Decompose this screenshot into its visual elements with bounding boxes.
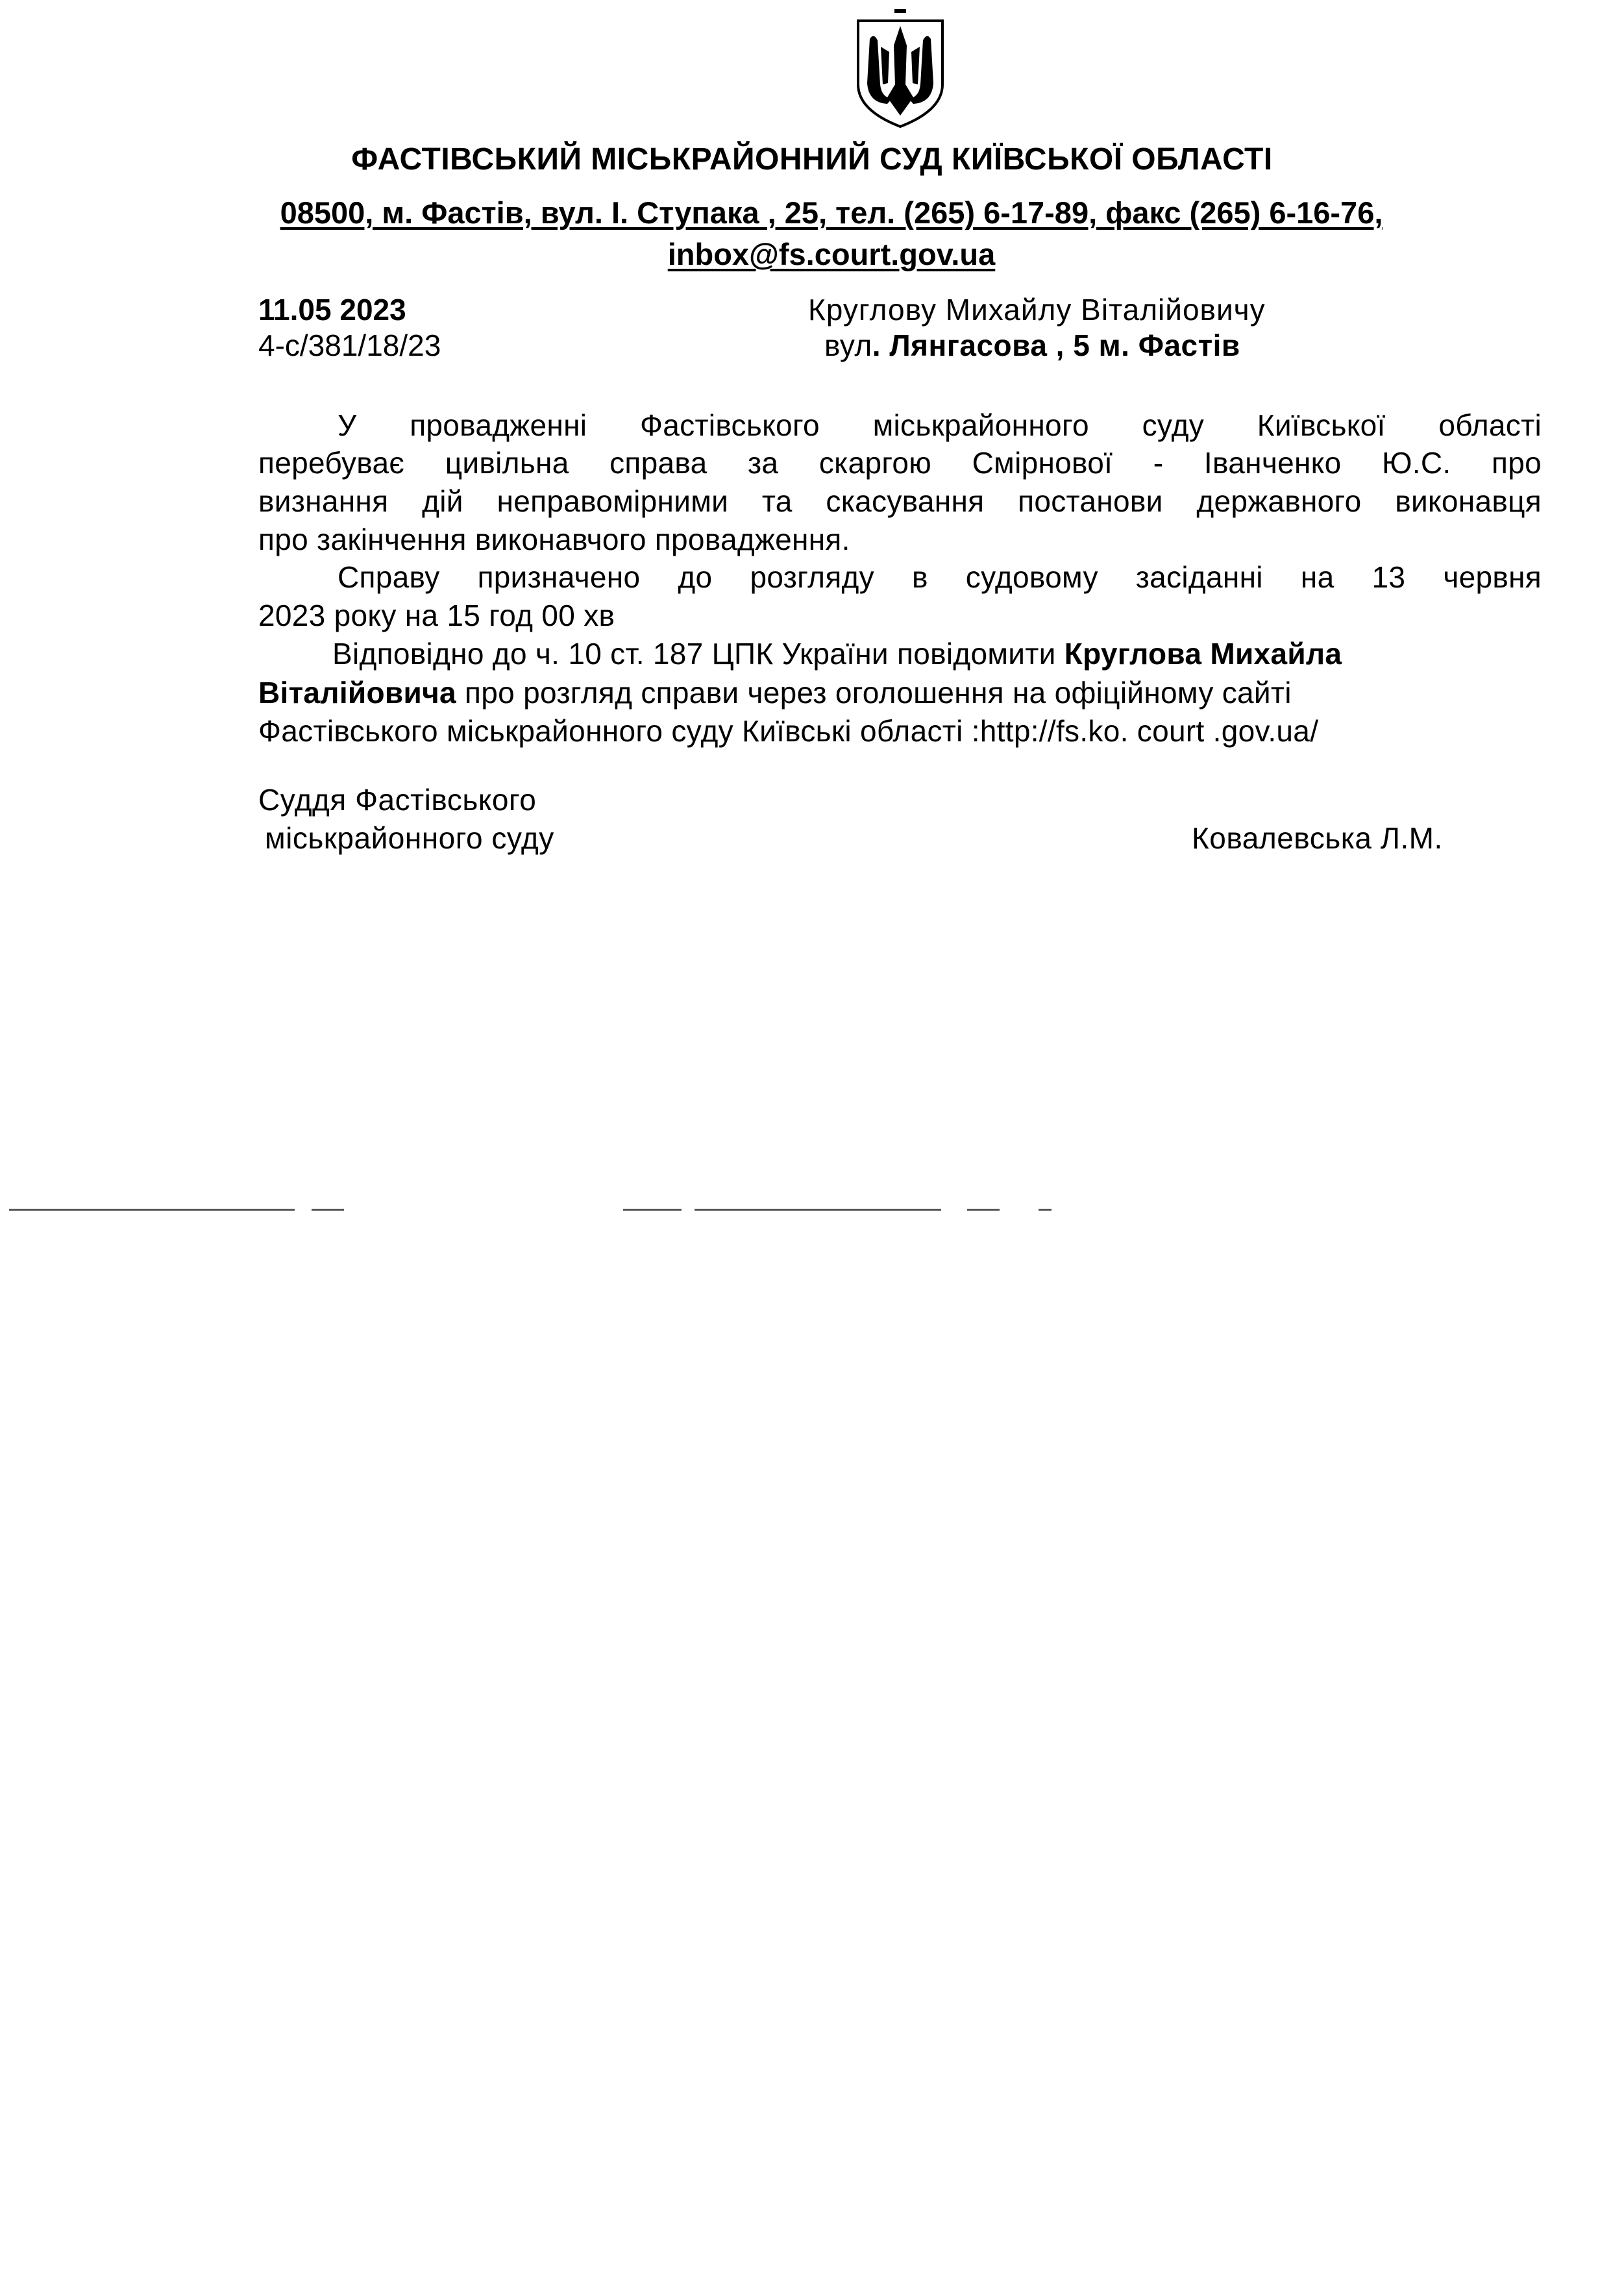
body-line: визнання дій неправомірними та скасування постанови державного виконавця [258,484,1542,518]
scan-artifact-line [695,1209,941,1211]
recipient-patronymic-bold: Віталійовича [258,676,456,710]
court-name-heading: ФАСТІВСЬКИЙ МІСЬКРАЙОННИЙ СУД КИЇВСЬКОЇ ОБЛАСТІ [351,142,1273,177]
coat-of-arms-icon [852,6,949,130]
recipient-name-bold: Круглова Михайла [1064,637,1342,671]
body-line: перебуває цивільна справа за скаргою Смірнової - Іванченко Ю.С. про [258,446,1542,480]
scan-artifact-line [623,1209,682,1211]
scan-artifact-line [312,1209,344,1211]
recipient-address [824,328,1240,363]
signature-title: міськрайонного суду [265,821,554,855]
document-number: 4-с/381/18/23 [258,328,441,362]
body-line: 2023 року на 15 год 00 хв [258,599,615,632]
body-line: Справу призначено до розгляду в судовому засіданні на 13 червня [338,560,1542,594]
body-text: Відповідно до ч. 10 ст. 187 ЦПК України повідомити [332,637,1064,671]
scan-artifact-line [1039,1209,1052,1211]
scan-artifact-line [967,1209,1000,1211]
recipient-street-prefix: вул [824,328,872,362]
body-line: У провадженні Фастівського міськрайонного суду Київської області [338,408,1542,442]
recipient-street: . Лянгасова , 5 м. Фастів [872,328,1240,362]
body-line: про закінчення виконавчого провадження. [258,523,850,556]
body-text: про розгляд справи через оголошення на офіційному сайті [456,676,1292,710]
document-date: 11.05 2023 [258,293,406,327]
body-line: Фастівського міськрайонного суду Київські області :http://fs.ko. court .gov.ua/ [258,714,1319,748]
signature-title: Суддя Фастівського [258,783,537,817]
recipient-name: Круглову Михайлу Віталійовичу [808,293,1266,327]
judge-name: Ковалевська Л.М. [1192,821,1443,855]
body-line [332,636,1501,671]
scan-artifact-line [9,1209,295,1211]
court-address: 08500, м. Фастів, вул. І. Ступака , 25, тел. (265) 6-17-89, факс (265) 6-16-76, [280,195,1383,230]
court-email: inbox@fs.court.gov.ua [667,237,996,271]
body-line [258,675,1501,710]
